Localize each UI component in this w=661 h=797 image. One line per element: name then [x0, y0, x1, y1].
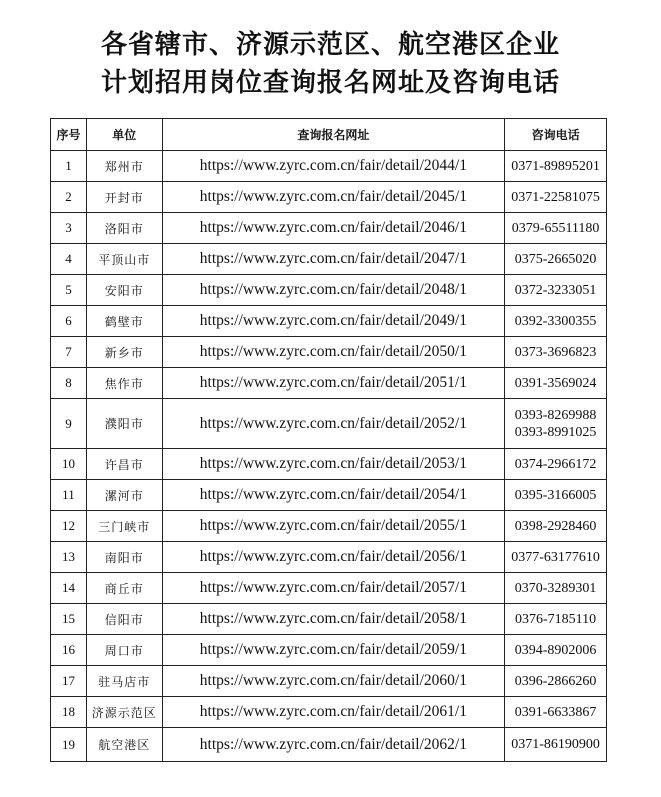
- row-unit: 南阳市: [86, 542, 162, 573]
- row-phone: [505, 666, 607, 697]
- row-index: 10: [51, 449, 87, 480]
- header-url: 查询报名网址: [162, 119, 505, 151]
- row-unit: 鹤壁市: [86, 306, 162, 337]
- row-url-link[interactable]: https://www.zyrc.com.cn/fair/detail/2050/1: [162, 337, 505, 368]
- row-index: 11: [51, 480, 87, 511]
- row-unit: 平顶山市: [86, 244, 162, 275]
- phone-number: 0392-3300355: [514, 313, 597, 329]
- row-unit: 新乡市: [86, 337, 162, 368]
- row-unit: 许昌市: [86, 449, 162, 480]
- row-index: 7: [51, 337, 87, 368]
- row-phone: [505, 368, 607, 399]
- table-row: [51, 511, 607, 542]
- phone-number: 0391-3569024: [514, 375, 597, 391]
- row-index: 16: [51, 635, 87, 666]
- row-unit: 洛阳市: [86, 213, 162, 244]
- row-index: 4: [51, 244, 87, 275]
- row-phone: [505, 480, 607, 511]
- row-phone: [505, 604, 607, 635]
- row-unit: 安阳市: [86, 275, 162, 306]
- row-url-link[interactable]: https://www.zyrc.com.cn/fair/detail/2048/1: [162, 275, 505, 306]
- row-unit: 驻马店市: [86, 666, 162, 697]
- row-phone: [505, 182, 607, 213]
- phone-number: 0395-3166005: [514, 487, 597, 503]
- table-row: [51, 306, 607, 337]
- row-index: 17: [51, 666, 87, 697]
- row-unit: 焦作市: [86, 368, 162, 399]
- row-phone: [505, 244, 607, 275]
- row-index: 5: [51, 275, 87, 306]
- row-phone: [505, 635, 607, 666]
- table-row: [51, 728, 607, 762]
- table-row: [51, 635, 607, 666]
- phone-number: 0374-2966172: [514, 456, 597, 472]
- row-url-link[interactable]: https://www.zyrc.com.cn/fair/detail/2045/1: [162, 182, 505, 213]
- table-row: [51, 244, 607, 275]
- table-row: [51, 368, 607, 399]
- table-row: [51, 182, 607, 213]
- row-url-link[interactable]: https://www.zyrc.com.cn/fair/detail/2059/1: [162, 635, 505, 666]
- table-row: [51, 337, 607, 368]
- row-phone: [505, 151, 607, 182]
- row-url-link[interactable]: https://www.zyrc.com.cn/fair/detail/2060/1: [162, 666, 505, 697]
- row-phone: [505, 511, 607, 542]
- row-index: 6: [51, 306, 87, 337]
- phone-number: 0398-2928460: [514, 518, 597, 534]
- phone-number: 0391-6633867: [514, 704, 597, 720]
- header-phone: 咨询电话: [505, 119, 607, 151]
- table-row: [51, 213, 607, 244]
- row-index: 13: [51, 542, 87, 573]
- table-row: [51, 399, 607, 449]
- phone-number: 0375-2665020: [514, 251, 597, 267]
- phone-number: 0379-65511180: [511, 220, 600, 236]
- row-index: 2: [51, 182, 87, 213]
- row-unit: 航空港区: [86, 728, 162, 762]
- row-index: 8: [51, 368, 87, 399]
- row-url-link[interactable]: https://www.zyrc.com.cn/fair/detail/2046/1: [162, 213, 505, 244]
- row-phone: [505, 542, 607, 573]
- row-url-link[interactable]: https://www.zyrc.com.cn/fair/detail/2055/1: [162, 511, 505, 542]
- row-index: 12: [51, 511, 87, 542]
- row-url-link[interactable]: https://www.zyrc.com.cn/fair/detail/2049/1: [162, 306, 505, 337]
- phone-number: 0372-3233051: [514, 282, 597, 298]
- table-row: [51, 604, 607, 635]
- row-url-link[interactable]: https://www.zyrc.com.cn/fair/detail/2057/1: [162, 573, 505, 604]
- row-phone: [505, 697, 607, 728]
- phone-number: 0371-86190900: [511, 737, 600, 752]
- table-header-row: [51, 119, 607, 151]
- phone-number: 0373-3696823: [514, 344, 597, 360]
- phone-number-2: 0393-8991025: [514, 424, 597, 440]
- row-unit: 开封市: [86, 182, 162, 213]
- table-row: [51, 697, 607, 728]
- phone-number: 0394-8902006: [514, 642, 597, 658]
- row-url-link[interactable]: https://www.zyrc.com.cn/fair/detail/2047/1: [162, 244, 505, 275]
- row-url-link[interactable]: https://www.zyrc.com.cn/fair/detail/2044/1: [162, 151, 505, 182]
- table-row: [51, 480, 607, 511]
- header-index: 序号: [51, 119, 87, 151]
- document-title-line1: 各省辖市、济源示范区、航空港区企业: [100, 30, 560, 60]
- row-unit: 信阳市: [86, 604, 162, 635]
- row-phone: [505, 213, 607, 244]
- phone-number: 0371-89895201: [511, 158, 600, 174]
- row-index: 18: [51, 697, 87, 728]
- row-phone: [505, 337, 607, 368]
- table-row: [51, 449, 607, 480]
- row-url-link[interactable]: https://www.zyrc.com.cn/fair/detail/2054/1: [162, 480, 505, 511]
- table-row: [51, 151, 607, 182]
- row-unit: 濮阳市: [86, 399, 162, 449]
- table-row: [51, 275, 607, 306]
- table-row: [51, 573, 607, 604]
- row-phone: [505, 275, 607, 306]
- row-url-link[interactable]: https://www.zyrc.com.cn/fair/detail/2062/1: [162, 728, 505, 762]
- contact-table: [50, 118, 607, 762]
- row-index: 19: [51, 728, 87, 762]
- phone-number: 0371-22581075: [511, 189, 600, 205]
- row-unit: 商丘市: [86, 573, 162, 604]
- document-title-line2: 计划招用岗位查询报名网址及咨询电话: [100, 68, 560, 98]
- phone-number: 0376-7185110: [515, 611, 597, 627]
- row-unit: 济源示范区: [86, 697, 162, 728]
- row-unit: 漯河市: [86, 480, 162, 511]
- row-phone: [505, 449, 607, 480]
- row-index: 3: [51, 213, 87, 244]
- row-url-link[interactable]: https://www.zyrc.com.cn/fair/detail/2051/1: [162, 368, 505, 399]
- phone-number: 0393-8269988: [514, 407, 597, 423]
- row-unit: 周口市: [86, 635, 162, 666]
- row-url-link[interactable]: https://www.zyrc.com.cn/fair/detail/2056/1: [162, 542, 505, 573]
- row-index: 15: [51, 604, 87, 635]
- header-unit: 单位: [86, 119, 162, 151]
- row-unit: 郑州市: [86, 151, 162, 182]
- row-phone: [505, 399, 607, 449]
- row-index: 14: [51, 573, 87, 604]
- phone-number: 0370-3289301: [514, 580, 597, 596]
- row-url-link[interactable]: https://www.zyrc.com.cn/fair/detail/2052/1: [162, 399, 505, 449]
- phone-number: 0396-2866260: [514, 673, 597, 689]
- row-url-link[interactable]: https://www.zyrc.com.cn/fair/detail/2058/1: [162, 604, 505, 635]
- row-index: 9: [51, 399, 87, 449]
- table-row: [51, 666, 607, 697]
- row-phone: [505, 728, 607, 762]
- row-phone: [505, 573, 607, 604]
- table-row: [51, 542, 607, 573]
- row-index: 1: [51, 151, 87, 182]
- row-phone: [505, 306, 607, 337]
- row-url-link[interactable]: https://www.zyrc.com.cn/fair/detail/2061/1: [162, 697, 505, 728]
- phone-number: 0377-63177610: [511, 549, 600, 565]
- row-url-link[interactable]: https://www.zyrc.com.cn/fair/detail/2053/1: [162, 449, 505, 480]
- row-unit: 三门峡市: [86, 511, 162, 542]
